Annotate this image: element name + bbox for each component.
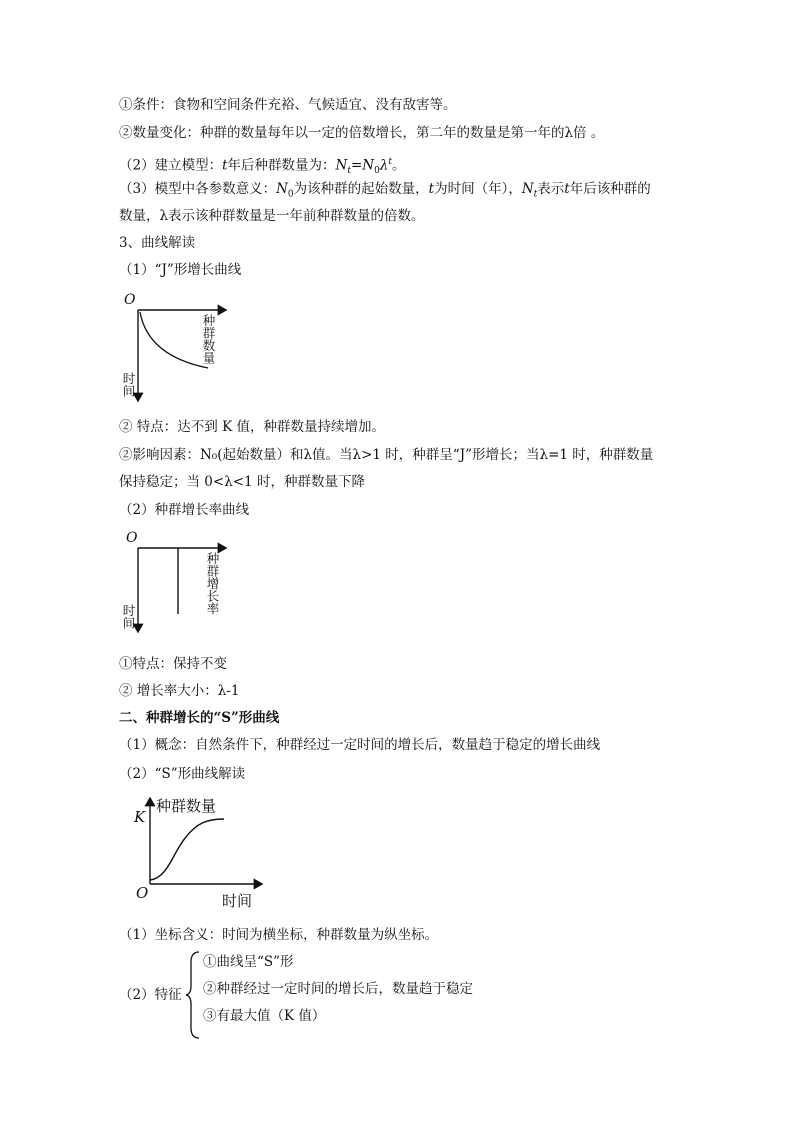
gr-feature-line: ①特点：保持不变 xyxy=(119,656,227,672)
formula-eq: =N xyxy=(350,157,375,174)
s-reading-heading: （2）“S”形曲线解读 xyxy=(119,766,246,782)
section-curve-reading: 3、曲线解读 xyxy=(119,235,196,251)
params-prefix: （3）模型中各参数意义： xyxy=(119,181,277,197)
model-end: 。 xyxy=(392,157,406,174)
params-t: t xyxy=(428,181,435,197)
gr-axis-right-label: 种群增长率 xyxy=(205,552,220,615)
gr-origin-label: O xyxy=(126,530,138,546)
params-line xyxy=(119,180,651,204)
params-mid2: 为时间（年）， xyxy=(434,181,522,197)
s-k-label: K xyxy=(134,808,146,826)
j-axis-right-label: 种群数量 xyxy=(201,314,216,364)
gr-axis-down-label: 时间 xyxy=(121,604,136,629)
growth-rate-figure xyxy=(121,530,232,638)
growth-rate-heading: （2）种群增长率曲线 xyxy=(119,502,250,518)
formula-lambda: λ xyxy=(379,157,389,174)
j-curve-heading: （1）“J”形增长曲线 xyxy=(119,262,242,278)
s-concept-line: （1）概念：自然条件下，种群经过一定时间的增长后，数量趋于稳定的增长曲线 xyxy=(119,737,601,753)
params-end: 年后该种群的 xyxy=(569,181,651,197)
params-nt-sub: t xyxy=(533,189,538,200)
coordinate-meaning-line: （1）坐标含义：时间为横坐标，种群数量为纵坐标。 xyxy=(119,927,439,943)
params-nt: N xyxy=(521,181,534,197)
j-curve-figure xyxy=(121,292,232,406)
s-x-label: 时间 xyxy=(222,892,253,910)
quantity-change-line: ②数量变化：种群的数量每年以一定的倍数增长，第二年的数量是第一年的λ倍 。 xyxy=(119,125,605,141)
params-n0: N xyxy=(276,181,288,197)
feature-item-1: ①曲线呈“S”形 xyxy=(203,954,294,970)
params-t2: t xyxy=(564,181,570,197)
feature-item-2: ②种群经过一定时间的增长后，数量趋于稳定 xyxy=(203,981,473,997)
formula-t-sup: t xyxy=(388,157,393,167)
formula-n-sub: t xyxy=(347,166,351,177)
formula-n: N xyxy=(335,157,348,174)
gr-size-line: ② 增长率大小：λ-1 xyxy=(119,683,240,699)
s-curve-figure xyxy=(128,792,268,910)
j-feature-line: ② 特点：达不到 K 值，种群数量持续增加。 xyxy=(119,419,385,435)
params-n0-sub: 0 xyxy=(287,189,294,200)
s-curve-line xyxy=(150,819,224,880)
j-axis-down-label: 时间 xyxy=(121,372,136,397)
feature-item-3: ③有最大值（K 值） xyxy=(203,1008,326,1024)
params-line-2: 数量，λ表示该种群数量是一年前种群数量的倍数。 xyxy=(119,208,425,224)
model-line xyxy=(119,153,406,180)
s-origin-label: O xyxy=(136,884,149,902)
s-curve-section-title: 二、种群增长的“S”形曲线 xyxy=(119,710,280,726)
model-t: t xyxy=(222,157,228,174)
condition-line: ①条件：食物和空间条件充裕、气候适宜、没有敌害等。 xyxy=(119,97,457,113)
j-origin-label: O xyxy=(124,292,136,308)
brace-icon xyxy=(185,950,201,1040)
j-factor-line-2: 保持稳定；当 0<λ<1 时，种群数量下降 xyxy=(119,474,365,490)
j-curve-line xyxy=(140,312,208,368)
model-prefix: （2）建立模型： xyxy=(119,157,223,174)
params-mid3: 表示 xyxy=(537,181,565,197)
features-label: （2）特征 xyxy=(119,987,182,1003)
model-mid: 年后种群数量为： xyxy=(227,157,336,174)
formula-eq-sub: 0 xyxy=(374,166,380,177)
s-y-label: 种群数量 xyxy=(156,797,217,815)
params-mid1: 为该种群的起始数量， xyxy=(293,181,429,197)
features-brace-block xyxy=(119,950,539,1040)
j-factor-line: ②影响因素：N₀(起始数量）和λ值。当λ>1 时，种群呈“J”形增长；当λ=1 时，种群数量 xyxy=(119,447,654,463)
